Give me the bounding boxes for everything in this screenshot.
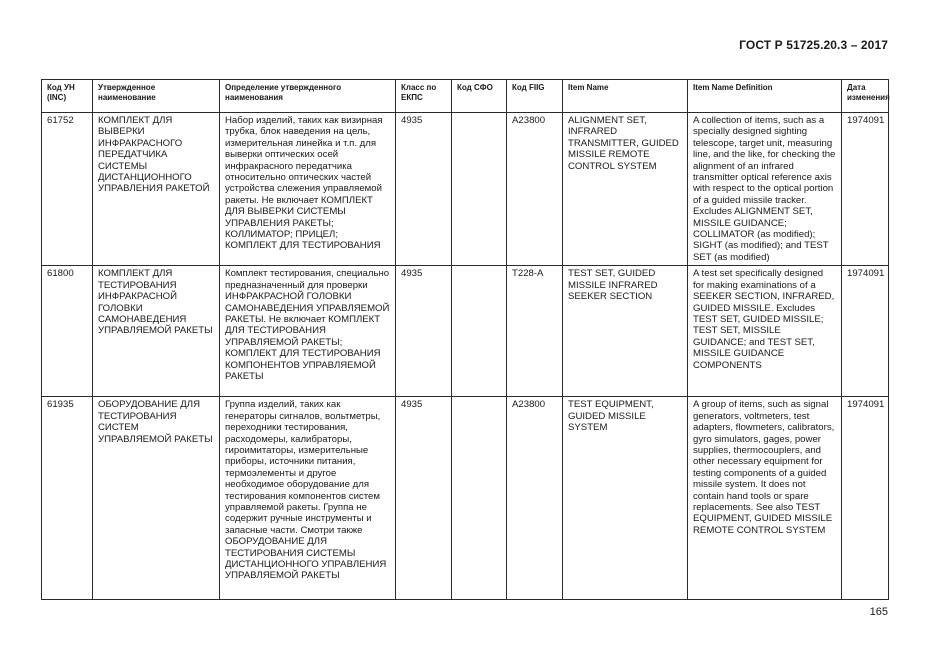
cell-sfo [452, 397, 507, 600]
cell-class: 4935 [396, 113, 452, 266]
header-item-definition: Item Name Definition [688, 80, 842, 113]
cell-name-ru: КОМПЛЕКТ ДЛЯ ТЕСТИРОВАНИЯ ИНФРАКРАСНОЙ ГОЛОВКИ САМОНАВЕДЕНИЯ УПРАВЛЯЕМОЙ РАКЕТЫ [93, 266, 220, 397]
page-number: 165 [869, 606, 888, 618]
table-header-row [42, 80, 889, 113]
header-inc: Код УН (INC) [42, 80, 93, 113]
cell-definition-ru: Группа изделий, таких как генераторы сигналов, вольтметры, переходники тестирования, расходомеры, калибраторы, гироимитаторы, измерительные приборы, источники питания, термоэлементы и другое необходимое оборудование для тестирования компонентов систем управляемой ракеты. Группа не содержит ручные инструменты и запасные части. Смотри также ОБОРУДОВАНИЕ ДЛЯ ТЕСТИРОВАНИЯ СИСТЕМЫ ДИСТАНЦИОННОГО УПРАВЛЕНИЯ УПРАВЛЯЕМОЙ РАКЕТЫ [220, 397, 396, 600]
header-item-name: Item Name [563, 80, 688, 113]
cell-name-ru: ОБОРУДОВАНИЕ ДЛЯ ТЕСТИРОВАНИЯ СИСТЕМ УПРАВЛЯЕМОЙ РАКЕТЫ [93, 397, 220, 600]
header-fiig: Код FIIG [507, 80, 563, 113]
header-sfo: Код СФО [452, 80, 507, 113]
cell-inc: 61752 [42, 113, 93, 266]
cell-fiig: T228-A [507, 266, 563, 397]
table-row [42, 266, 889, 397]
cell-sfo [452, 113, 507, 266]
cell-item-definition: A test set specifically designed for making examinations of a SEEKER SECTION, INFRARED, GUIDED MISSILE. Excludes TEST SET, GUIDED MISSILE; TEST SET, MISSILE GUIDANCE; and TEST SET, MISSILE GUIDANCE COMPONENTS [688, 266, 842, 397]
cell-class: 4935 [396, 397, 452, 600]
cell-fiig: A23800 [507, 397, 563, 600]
cell-inc: 61935 [42, 397, 93, 600]
cell-item-name: ALIGNMENT SET, INFRARED TRANSMITTER, GUIDED MISSILE REMOTE CONTROL SYSTEM [563, 113, 688, 266]
header-class: Класс по ЕКПС [396, 80, 452, 113]
cell-item-definition: A group of items, such as signal generators, voltmeters, test adapters, flowmeters, calibrators, gyro simulators, gages, power supplies, thermocouplers, and other necessary equipment for testing components of a guided missile system. It does not contain hand tools or spare replacements. See also TEST EQUIPMENT, GUIDED MISSILE REMOTE CONTROL SYSTEM [688, 397, 842, 600]
header-date: Дата изменения [842, 80, 889, 113]
cell-sfo [452, 266, 507, 397]
cell-item-name: TEST EQUIPMENT, GUIDED MISSILE SYSTEM [563, 397, 688, 600]
table-row [42, 113, 889, 266]
document-header: ГОСТ Р 51725.20.3 – 2017 [739, 38, 888, 52]
cell-date: 1974091 [842, 266, 889, 397]
cell-item-definition: A collection of items, such as a specially designed sighting telescope, target unit, measuring line, and the like, for checking the alignment of an infrared transmitter optical reference axis with respect to the optical portion of a guided missile tracker. Excludes ALIGNMENT SET, MISSILE GUIDANCE; COLLIMATOR (as modified); SIGHT (as modified); and TEST SET (as modified) [688, 113, 842, 266]
cell-date: 1974091 [842, 113, 889, 266]
cell-date: 1974091 [842, 397, 889, 600]
cell-fiig: A23800 [507, 113, 563, 266]
cell-class: 4935 [396, 266, 452, 397]
cell-name-ru: КОМПЛЕКТ ДЛЯ ВЫВЕРКИ ИНФРАКРАСНОГО ПЕРЕДАТЧИКА СИСТЕМЫ ДИСТАНЦИОННОГО УПРАВЛЕНИЯ РАКЕТОЙ [93, 113, 220, 266]
table-row [42, 397, 889, 600]
header-name-ru: Утвержденное наименование [93, 80, 220, 113]
header-definition-ru: Определение утвержденного наименования [220, 80, 396, 113]
cell-definition-ru: Комплект тестирования, специально предназначенный для проверки ИНФРАКРАСНОЙ ГОЛОВКИ САМОНАВЕДЕНИЯ УПРАВЛЯЕМОЙ РАКЕТЫ. Не включает КОМПЛЕКТ ДЛЯ ТЕСТИРОВАНИЯ УПРАВЛЯЕМОЙ РАКЕТЫ; КОМПЛЕКТ ДЛЯ ТЕСТИРОВАНИЯ КОМПОНЕНТОВ УПРАВЛЯЕМОЙ РАКЕТЫ [220, 266, 396, 397]
cell-definition-ru: Набор изделий, таких как визирная трубка, блок наведения на цель, измерительная линейка и т.п. для выверки оптических осей инфракрасного передатчика относительно оптических частей устройства слежения управляемой ракеты. Не включает КОМПЛЕКТ ДЛЯ ВЫВЕРКИ СИСТЕМЫ УПРАВЛЕНИЯ РАКЕТЫ; КОЛЛИМАТОР; ПРИЦЕЛ; КОМПЛЕКТ ДЛЯ ТЕСТИРОВАНИЯ [220, 113, 396, 266]
cell-inc: 61800 [42, 266, 93, 397]
registry-table [41, 79, 889, 600]
cell-item-name: TEST SET, GUIDED MISSILE INFRARED SEEKER SECTION [563, 266, 688, 397]
